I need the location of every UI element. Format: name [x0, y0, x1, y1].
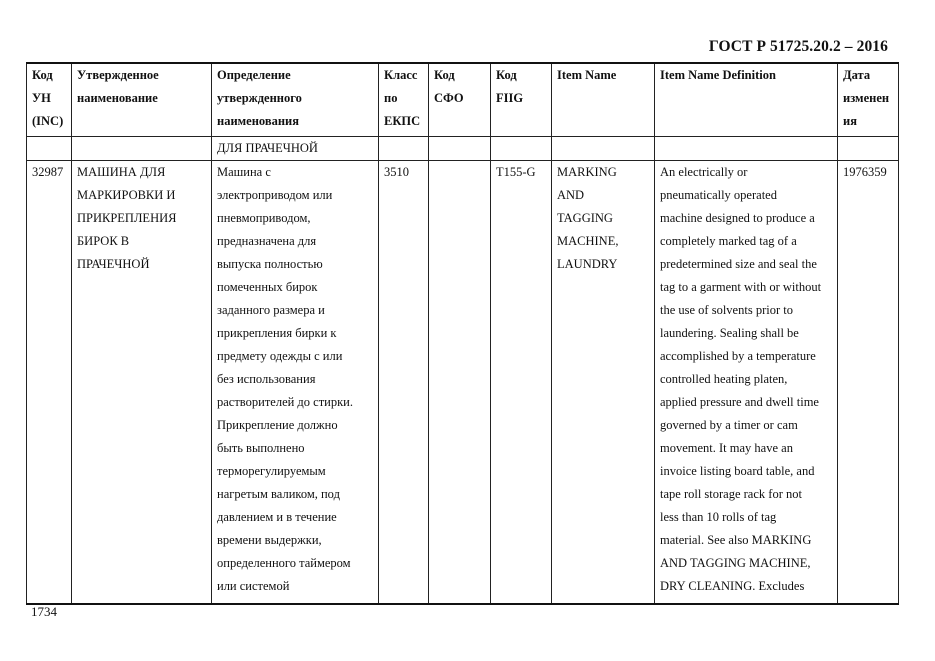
- continuation-definition: ДЛЯ ПРАЧЕЧНОЙ: [212, 137, 379, 161]
- cell-definition: Машина с электроприводом или пневмоприводом, предназначена для выпуска полностью помеченных бирок заданного размера и прикрепления бирки к предмету одежды с или без использования растворителей до стирки. Прикрепление должно быть выполнено терморегулируемым нагретым валиком, под давлением и в течение времени выдержки, определенного таймером или системой: [212, 161, 379, 605]
- col-header-approved-name: Утвержденное наименование: [72, 63, 212, 137]
- col-header-item-definition: Item Name Definition: [655, 63, 838, 137]
- item-table: [26, 62, 899, 605]
- table-row: [27, 161, 899, 605]
- col-header-inc: Код УН (INC): [27, 63, 72, 137]
- page-number: 1734: [31, 604, 57, 619]
- cell-code-sfo: [429, 161, 491, 605]
- cell-code-fiig: T155-G: [491, 161, 552, 605]
- col-header-definition: Определение утвержденного наименования: [212, 63, 379, 137]
- col-header-class-ekps: Класс по ЕКПС: [379, 63, 429, 137]
- col-header-item-name: Item Name: [552, 63, 655, 137]
- cell-change-date: 1976359: [838, 161, 899, 605]
- col-header-change-date: Дата изменен ия: [838, 63, 899, 137]
- cell-approved-name: МАШИНА ДЛЯ МАРКИРОВКИ И ПРИКРЕПЛЕНИЯ БИРОК В ПРАЧЕЧНОЙ: [72, 161, 212, 605]
- document-code: ГОСТ Р 51725.20.2 – 2016: [708, 38, 888, 55]
- header-row: [27, 63, 899, 137]
- col-header-code-fiig: Код FIIG: [491, 63, 552, 137]
- cell-item-name: MARKING AND TAGGING MACHINE, LAUNDRY: [552, 161, 655, 605]
- cell-inc: 32987: [27, 161, 72, 605]
- continuation-row: [27, 137, 899, 161]
- cell-class-ekps: 3510: [379, 161, 429, 605]
- col-header-code-sfo: Код СФО: [429, 63, 491, 137]
- cell-item-definition: An electrically or pneumatically operated machine designed to produce a completely marked tag of a predetermined size and seal the tag to a garment with or without the use of solvents prior to laundering. Sealing shall be accomplished by a temperature controlled heating platen, applied pressure and dwell time governed by a timer or cam movement. It may have an invoice listing board table, and tape roll storage rack for not less than 10 rolls of tag material. See also MARKING AND TAGGING MACHINE, DRY CLEANING. Excludes: [655, 161, 838, 605]
